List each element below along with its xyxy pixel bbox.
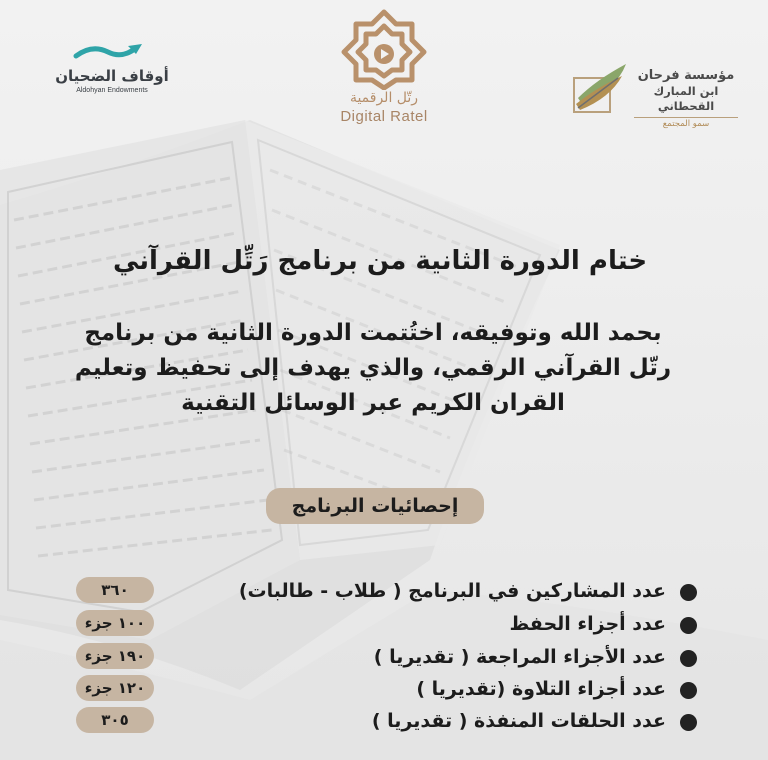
ratel-logo-english-name: Digital Ratel — [340, 108, 428, 125]
stat-value-badge: ١٩٠ جزء — [76, 643, 154, 669]
stat-value-badge: ١٠٠ جزء — [76, 610, 154, 636]
announcement-paragraph: بحمد الله وتوفيقه، اختُتمت الدورة الثانية من برنامج رتّل القرآني الرقمي، والذي يهدف إلى تحفيظ وتعليم القران الكريم عبر الوسائل التقنية — [74, 320, 672, 416]
ratel-logo-arabic-name: رتّل الرقمية — [349, 90, 419, 106]
bullet-icon — [680, 714, 697, 731]
quill-emblem-icon — [572, 64, 628, 128]
stat-row — [0, 607, 768, 641]
awqaf-swoosh-icon — [72, 42, 152, 64]
stat-value-badge: ٣٦٠ — [76, 577, 154, 603]
stat-label: عدد المشاركين في البرنامج ( طلاب - طالبات) — [238, 580, 666, 602]
stat-value-badge: ١٢٠ جزء — [76, 675, 154, 701]
awqaf-logo-arabic-name: أوقاف الضحيان — [55, 67, 169, 85]
stats-title-badge: إحصائيات البرنامج — [266, 488, 484, 524]
awqaf-aldohyan-logo — [52, 42, 172, 94]
stat-row — [0, 640, 768, 674]
stat-row — [0, 672, 768, 706]
farhan-logo-line3: سمو المجتمع — [634, 117, 738, 130]
stat-label: عدد الحلقات المنفذة ( تقديريا ) — [371, 710, 666, 732]
stat-label: عدد أجزاء التلاوة (تقديريا ) — [416, 678, 666, 700]
digital-ratel-logo — [318, 8, 450, 125]
bullet-icon — [680, 650, 697, 667]
stat-label: عدد الأجزاء المراجعة ( تقديريا ) — [373, 646, 666, 668]
awqaf-logo-english-name: Aldohyan Endowments — [76, 87, 148, 94]
stat-row — [0, 704, 768, 738]
bullet-icon — [680, 617, 697, 634]
bullet-icon — [680, 682, 697, 699]
bullet-icon — [680, 584, 697, 601]
ratel-emblem-icon — [332, 8, 436, 90]
farhan-logo-line1: مؤسسة فرحان — [637, 68, 735, 83]
farhan-logo-line2: ابن المبارك القحطاني — [653, 84, 719, 113]
stat-value-badge: ٣٠٥ — [76, 707, 154, 733]
page-title: ختام الدورة الثانية من برنامج رَتِّل القرآني — [112, 246, 648, 276]
stat-row — [0, 574, 768, 608]
stat-label: عدد أجزاء الحفظ — [509, 613, 666, 635]
